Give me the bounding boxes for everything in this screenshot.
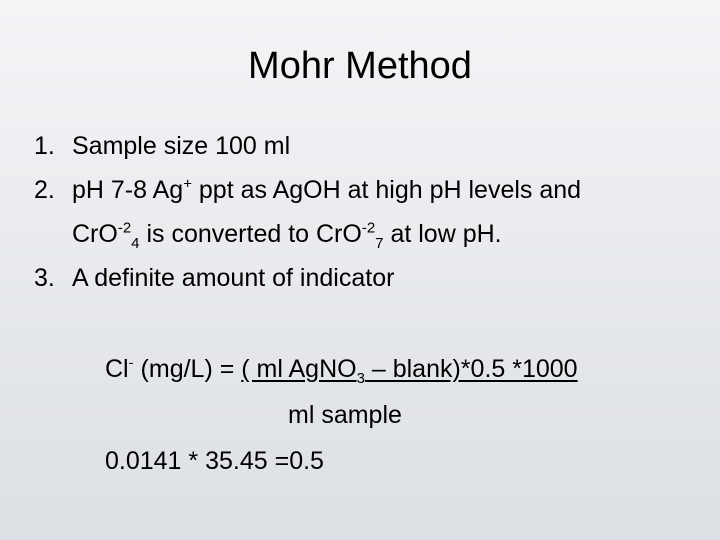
formula-factor: 0.0141 * 35.45 =0.5 bbox=[105, 447, 324, 475]
superscript: - bbox=[128, 354, 134, 372]
chloride-formula bbox=[105, 346, 705, 484]
text-segment: ppt as AgOH at high pH levels and bbox=[191, 176, 582, 204]
superscript: -2 bbox=[361, 219, 376, 237]
text-segment: – blank)*0.5 *1000 bbox=[364, 355, 578, 383]
list-item-text: Sample size 100 ml bbox=[72, 132, 291, 160]
slide-title: Mohr Method bbox=[248, 45, 472, 87]
subscript: 7 bbox=[375, 235, 384, 252]
list-item-number: 3. bbox=[34, 264, 55, 292]
text-segment: CrO bbox=[72, 220, 118, 248]
formula-denominator: ml sample bbox=[288, 401, 402, 429]
list-item-text: A definite amount of indicator bbox=[72, 264, 395, 292]
list-item-1 bbox=[34, 124, 704, 168]
text-segment: is converted to CrO bbox=[139, 220, 362, 248]
list-item-2 bbox=[34, 168, 704, 256]
list-item-number: 2. bbox=[34, 176, 55, 204]
formula-lhs-units: (mg/L) = bbox=[133, 355, 242, 383]
subscript: 3 bbox=[356, 370, 365, 387]
superscript: + bbox=[183, 175, 192, 193]
text-segment: ( ml AgNO bbox=[241, 355, 357, 383]
text-segment: pH 7-8 Ag bbox=[72, 176, 184, 204]
list-item-3 bbox=[34, 256, 704, 300]
formula-numerator bbox=[241, 355, 578, 387]
formula-numerator-line bbox=[105, 346, 705, 392]
list-item-text bbox=[72, 175, 582, 252]
numbered-list bbox=[34, 124, 704, 300]
superscript: -2 bbox=[117, 219, 132, 237]
subscript: 4 bbox=[131, 235, 140, 252]
list-item-number: 1. bbox=[34, 132, 55, 160]
text-segment: at low pH. bbox=[383, 220, 502, 248]
formula-lhs: Cl bbox=[105, 355, 129, 383]
